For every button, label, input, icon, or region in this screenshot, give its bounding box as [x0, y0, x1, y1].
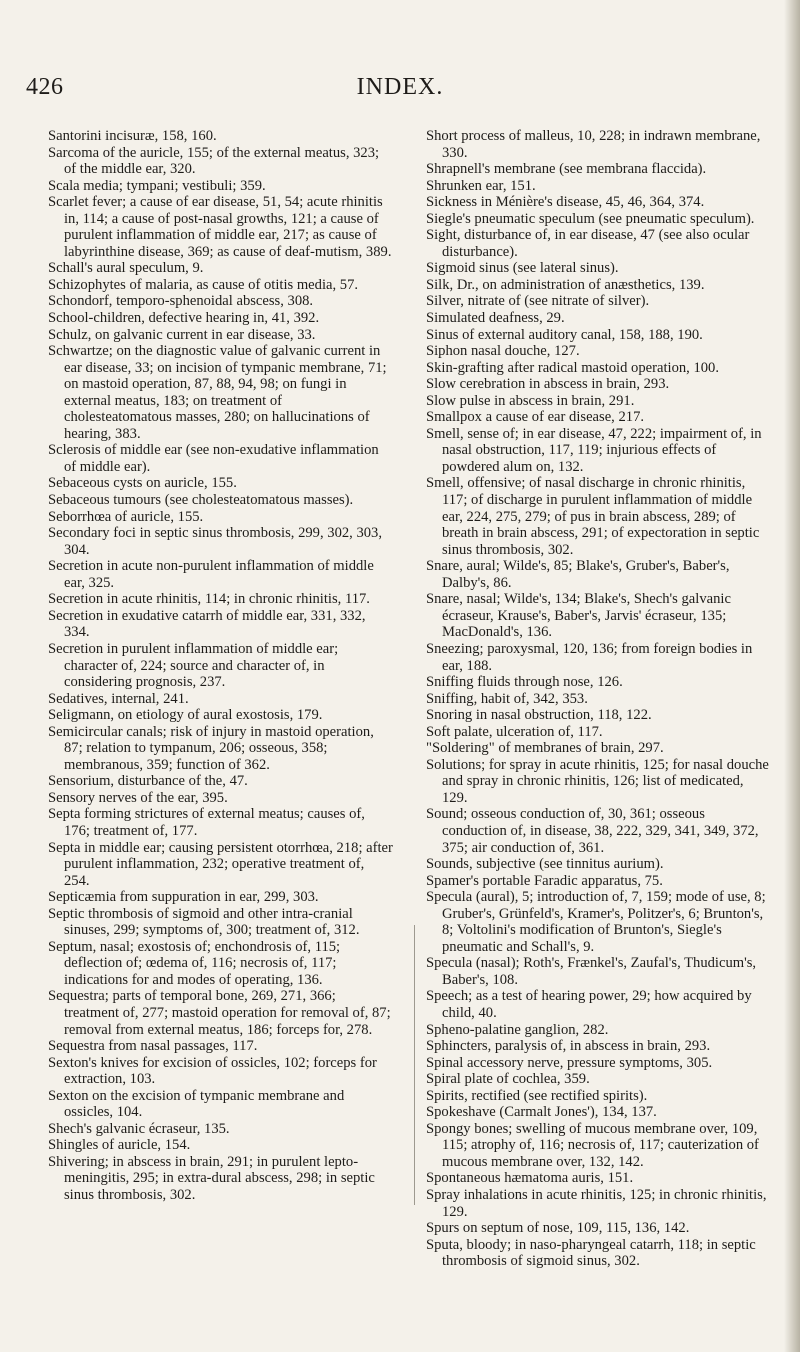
index-entry: Shrapnell's membrane (see membrana flaccida).	[426, 161, 707, 178]
index-entry: Septa in middle ear; causing persistent otorrhœa, 218; after purulent inflammation, 232; operative treatment of, 254.	[48, 839, 393, 889]
page-edge-shadow	[784, 0, 800, 1352]
index-entry: Snare, nasal; Wilde's, 134; Blake's, Shech's galvanic écraseur, Krause's, Baber's, Jarvis' écraseur, 135; MacDonald's, 136.	[426, 591, 731, 641]
index-entry: Sebaceous cysts on auricle, 155.	[48, 475, 237, 492]
index-entry: Sequestra from nasal passages, 117.	[48, 1038, 258, 1055]
index-column-right	[426, 128, 771, 1270]
index-entry: Sniffing, habit of, 342, 353.	[426, 690, 588, 707]
index-column-left	[48, 128, 393, 1204]
index-entry: Sinus of external auditory canal, 158, 188, 190.	[426, 326, 703, 343]
index-entry: Scala media; tympani; vestibuli; 359.	[48, 177, 266, 194]
index-entry: Silver, nitrate of (see nitrate of silver).	[426, 293, 650, 310]
index-entry: "Soldering" of membranes of brain, 297.	[426, 740, 664, 757]
index-entry: Spokeshave (Carmalt Jones'), 134, 137.	[426, 1104, 657, 1121]
index-entry: Snare, aural; Wilde's, 85; Blake's, Gruber's, Baber's, Dalby's, 86.	[426, 558, 730, 591]
index-entry: Shivering; in abscess in brain, 291; in purulent lepto-meningitis, 295; in extra-dural abscess, 298; in septic sinus thrombosis, 302.	[48, 1153, 375, 1203]
index-entry: Spurs on septum of nose, 109, 115, 136, 142.	[426, 1220, 690, 1237]
index-entry: Septic thrombosis of sigmoid and other intra-cranial sinuses, 299; symptoms of, 300; treatment of, 312.	[48, 905, 360, 939]
index-entry: Shingles of auricle, 154.	[48, 1137, 191, 1154]
index-entry: Spiral plate of cochlea, 359.	[426, 1071, 590, 1088]
index-entry: Simulated deafness, 29.	[426, 310, 565, 327]
index-entry: Schulz, on galvanic current in ear disease, 33.	[48, 326, 316, 343]
index-entry: Sickness in Ménière's disease, 45, 46, 364, 374.	[426, 194, 705, 211]
index-entry: Secretion in purulent inflammation of middle ear; character of, 224; source and character of, in considering prognosis, 237.	[48, 640, 339, 691]
index-entry: Sclerosis of middle ear (see non-exudative inflammation of middle ear).	[48, 442, 379, 475]
index-entry: Sensorium, disturbance of the, 47.	[48, 773, 248, 790]
index-entry: Snoring in nasal obstruction, 118, 122.	[426, 707, 652, 724]
index-entry: Short process of malleus, 10, 228; in indrawn membrane, 330.	[426, 128, 761, 161]
index-entry: Scarlet fever; a cause of ear disease, 51, 54; acute rhinitis in, 114; a cause of post-nasal growths, 121; a cause of purulent inflammation of middle ear, 217; as cause of labyrinthine disease, 369; as cause of deaf-mutism, 389.	[48, 194, 392, 260]
index-entry: Spamer's portable Faradic apparatus, 75.	[426, 872, 663, 889]
index-entry: Secretion in exudative catarrh of middle ear, 331, 332, 334.	[48, 607, 366, 641]
index-entry: Septicæmia from suppuration in ear, 299, 303.	[48, 889, 319, 906]
index-entry: Shrunken ear, 151.	[426, 177, 536, 194]
index-entry: Sarcoma of the auricle, 155; of the external meatus, 323; of the middle ear, 320.	[48, 144, 380, 178]
index-entry: Sedatives, internal, 241.	[48, 690, 189, 707]
index-entry: Sebaceous tumours (see cholesteatomatous masses).	[48, 492, 354, 509]
index-entry: Solutions; for spray in acute rhinitis, 125; for nasal douche and spray in chronic rhinitis, 126; list of medicated, 129.	[426, 756, 769, 806]
index-entry: Speech; as a test of hearing power, 29; how acquired by child, 40.	[426, 988, 752, 1021]
index-entry: Sigmoid sinus (see lateral sinus).	[426, 260, 619, 277]
index-entry: Soft palate, ulceration of, 117.	[426, 723, 603, 740]
index-entry: Spongy bones; swelling of mucous membrane over, 109, 115; atrophy of, 116; necrosis of, 117; cauterization of mucous membrane over, 132, 142.	[426, 1120, 759, 1170]
index-entry: Secretion in acute non-purulent inflammation of middle ear, 325.	[48, 558, 374, 591]
index-entry: Sensory nerves of the ear, 395.	[48, 789, 228, 806]
index-entry: Spray inhalations in acute rhinitis, 125; in chronic rhinitis, 129.	[426, 1187, 767, 1220]
index-entry: Septum, nasal; exostosis of; enchondrosis of, 115; deflection of; œdema of, 116; necrosis of, 117; indications for and modes of operating, 136.	[48, 938, 341, 988]
index-entry: Spontaneous hæmatoma auris, 151.	[426, 1170, 634, 1187]
index-entry: Silk, Dr., on administration of anæsthetics, 139.	[426, 276, 705, 293]
index-entry: Sexton's knives for excision of ossicles, 102; forceps for extraction, 103.	[48, 1054, 377, 1088]
index-entry: Spinal accessory nerve, pressure symptoms, 305.	[426, 1054, 713, 1071]
index-entry: Schizophytes of malaria, as cause of otitis media, 57.	[48, 276, 359, 293]
page-title: INDEX.	[356, 74, 444, 100]
index-entry: Sphincters, paralysis of, in abscess in brain, 293.	[426, 1038, 711, 1055]
index-entry: Siphon nasal douche, 127.	[426, 343, 580, 360]
index-entry: Smell, sense of; in ear disease, 47, 222; impairment of, in nasal obstruction, 117, 119; injurious effects of powdered alum on, 132.	[426, 425, 762, 475]
index-entry: Spirits, rectified (see rectified spirits).	[426, 1087, 648, 1104]
index-entry: Slow pulse in abscess in brain, 291.	[426, 392, 635, 409]
index-entry: Slow cerebration in abscess in brain, 293.	[426, 376, 670, 393]
index-entry: Septa forming strictures of external meatus; causes of, 176; treatment of, 177.	[48, 806, 365, 839]
index-entry: Sputa, bloody; in naso-pharyngeal catarrh, 118; in septic thrombosis of sigmoid sinus, 302.	[426, 1236, 756, 1270]
index-entry: Sneezing; paroxysmal, 120, 136; from foreign bodies in ear, 188.	[426, 640, 753, 674]
index-entry: Semicircular canals; risk of injury in mastoid operation, 87; relation to tympanum, 206; osseous, 358; membranous, 359; function of 362.	[48, 723, 374, 773]
index-entry: Smallpox a cause of ear disease, 217.	[426, 409, 645, 426]
index-entry: Skin-grafting after radical mastoid operation, 100.	[426, 359, 720, 376]
index-entry: Sniffing fluids through nose, 126.	[426, 674, 623, 691]
index-entry: Sound; osseous conduction of, 30, 361; osseous conduction of, in disease, 38, 222, 329, 341, 349, 372, 375; air conduction of, 361.	[426, 806, 759, 856]
index-entry: Santorini incisuræ, 158, 160.	[48, 128, 217, 144]
index-entry: Specula (aural), 5; introduction of, 7, 159; mode of use, 8; Gruber's, Grünfeld's, Kramer's, Politzer's, 6; Brunton's, 8; Voltolini's modification of Brunton's, Siegle's pneumatic and Schall's, 9.	[426, 889, 766, 955]
index-entry: School-children, defective hearing in, 41, 392.	[48, 310, 320, 327]
index-entry: Siegle's pneumatic speculum (see pneumatic speculum).	[426, 210, 755, 227]
index-entry: Sequestra; parts of temporal bone, 269, 271, 366; treatment of, 277; mastoid operation for removal of, 87; removal from external meatus, 186; forceps for, 278.	[48, 988, 391, 1038]
index-entry: Secondary foci in septic sinus thrombosis, 299, 302, 303, 304.	[48, 525, 383, 558]
index-entry: Spheno-palatine ganglion, 282.	[426, 1021, 609, 1038]
index-entry: Seligmann, on etiology of aural exostosis, 179.	[48, 707, 323, 724]
index-entry: Secretion in acute rhinitis, 114; in chronic rhinitis, 117.	[48, 591, 370, 608]
index-entry: Sight, disturbance of, in ear disease, 47 (see also ocular disturbance).	[426, 227, 750, 260]
page-number: 426	[26, 74, 64, 100]
index-entry: Specula (nasal); Roth's, Frænkel's, Zaufal's, Thudicum's, Baber's, 108.	[426, 955, 757, 988]
index-entry: Schall's aural speculum, 9.	[48, 260, 204, 277]
index-entry: Smell, offensive; of nasal discharge in chronic rhinitis, 117; of discharge in purulent inflammation of middle ear, 224, 275, 279; of pus in brain abscess, 289; of breath in brain abscess, 291; of expectoration in septic sinus thrombosis, 302.	[426, 475, 760, 558]
index-entry: Schondorf, temporo-sphenoidal abscess, 308.	[48, 293, 314, 310]
column-divider	[414, 925, 415, 1205]
index-entry: Schwartze; on the diagnostic value of galvanic current in ear disease, 33; on incision of tympanic membrane, 71; on mastoid operation, 87, 88, 94, 98; on fungi in external meatus, 183; on treatment of cholesteatomatous masses, 280; on hallucinations of hearing, 383.	[48, 343, 387, 442]
index-entry: Shech's galvanic écraseur, 135.	[48, 1120, 230, 1137]
index-entry: Sounds, subjective (see tinnitus aurium).	[426, 856, 664, 873]
index-entry: Sexton on the excision of tympanic membrane and ossicles, 104.	[48, 1087, 345, 1121]
index-entry: Seborrhœa of auricle, 155.	[48, 508, 204, 525]
